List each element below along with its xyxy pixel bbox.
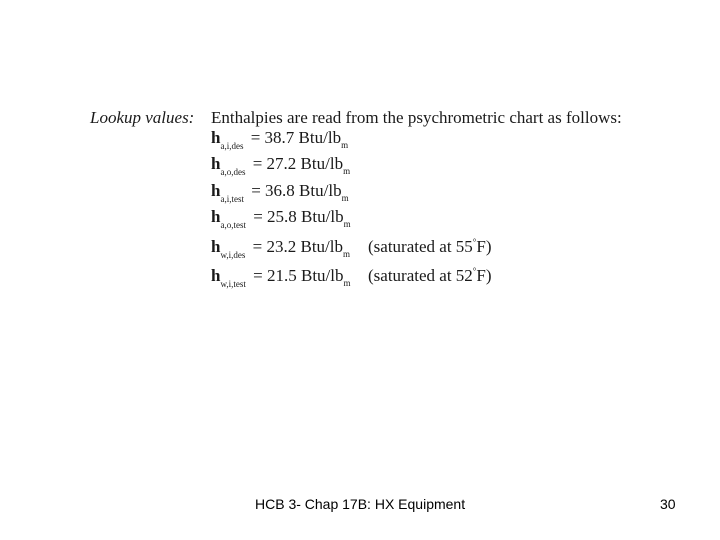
note-text: F) <box>476 266 492 285</box>
intro-text: Enthalpies are read from the psychrometric chart as follows: <box>211 108 622 127</box>
enthalpy-row <box>211 237 350 259</box>
enthalpy-row <box>211 266 351 288</box>
unit-subscript: m <box>343 249 351 259</box>
enthalpy-symbol: h <box>211 237 221 256</box>
enthalpy-value: = 21.5 Btu/lb <box>248 266 344 285</box>
enthalpy-symbol: h <box>211 128 221 147</box>
note-text: F) <box>476 237 492 256</box>
saturation-note <box>368 266 492 286</box>
enthalpy-symbol: h <box>211 266 221 285</box>
degree-symbol: ° <box>472 266 477 276</box>
enthalpy-row <box>211 181 349 203</box>
enthalpy-subscript: a,i,test <box>220 194 244 204</box>
unit-subscript: m <box>343 278 351 288</box>
unit-subscript: m <box>343 219 351 229</box>
enthalpy-value: = 36.8 Btu/lb <box>246 181 342 200</box>
enthalpy-value: = 38.7 Btu/lb <box>246 128 342 147</box>
enthalpy-subscript: a,i,des <box>220 141 244 151</box>
enthalpy-subscript: a,o,des <box>220 167 246 177</box>
lookup-values-label: Lookup values: <box>90 108 195 127</box>
unit-subscript: m <box>341 193 349 203</box>
unit-subscript: m <box>341 140 349 150</box>
enthalpy-value: = 27.2 Btu/lb <box>248 154 344 173</box>
enthalpy-subscript: a,o,test <box>220 220 246 230</box>
degree-symbol: ° <box>472 237 477 247</box>
footer-title: HCB 3- Chap 17B: HX Equipment <box>255 496 466 512</box>
enthalpy-row <box>211 128 348 150</box>
enthalpy-row <box>211 154 350 176</box>
enthalpy-row <box>211 207 351 229</box>
note-text: (saturated at 55 <box>368 237 473 256</box>
enthalpy-subscript: w,i,test <box>220 279 246 289</box>
enthalpy-value: = 23.2 Btu/lb <box>248 237 343 256</box>
enthalpy-symbol: h <box>211 207 221 226</box>
page-number: 30 <box>660 496 676 512</box>
unit-subscript: m <box>343 166 351 176</box>
saturation-note <box>368 237 492 257</box>
enthalpy-subscript: w,i,des <box>220 250 246 260</box>
enthalpy-symbol: h <box>211 154 221 173</box>
enthalpy-symbol: h <box>211 181 221 200</box>
note-text: (saturated at 52 <box>368 266 473 285</box>
enthalpy-value: = 25.8 Btu/lb <box>248 207 344 226</box>
